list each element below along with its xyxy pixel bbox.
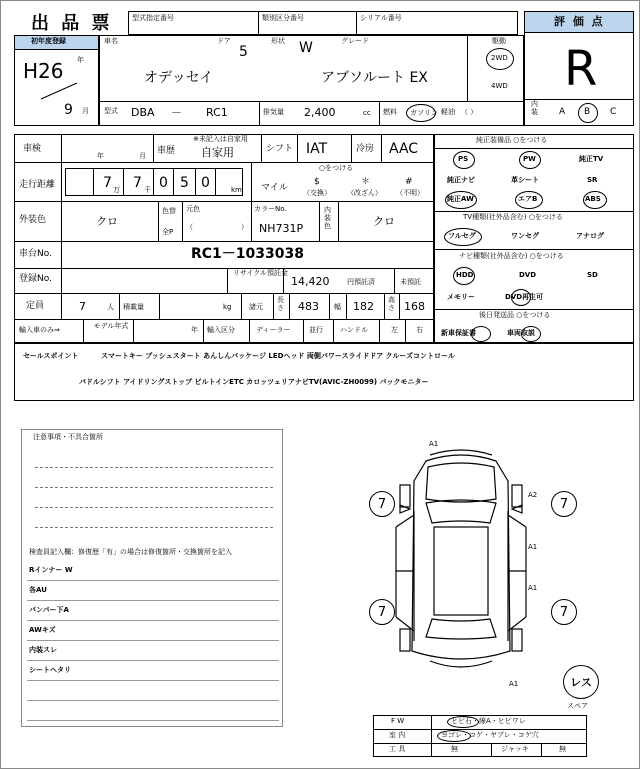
grade-value: R — [564, 41, 598, 97]
body-value: W — [299, 40, 313, 56]
fuel-label: 燃料 — [383, 108, 397, 116]
navi-title: ナビ種類(社外品含む) ○をつける — [459, 252, 564, 260]
notes-box — [21, 429, 283, 727]
equip-abs: ABS — [585, 195, 601, 203]
fuel-value: ガソリン — [410, 109, 438, 117]
notes-label: 注意事項・不具合箇所 — [33, 433, 103, 441]
mileage-digit-5: 5 — [180, 175, 189, 191]
equip-pw: PW — [523, 155, 536, 163]
load-kg: kg — [223, 303, 232, 311]
mod-symbol: ＊ — [361, 177, 371, 187]
body-label: 形状 — [271, 37, 285, 45]
ac-value: AAC — [389, 141, 419, 157]
recycle-unit: 円預託済 — [347, 278, 375, 286]
inspection-month: 月 — [139, 152, 146, 160]
int-color-value: クロ — [373, 215, 395, 228]
light-oil-paren: （ ） — [461, 108, 478, 116]
mileage-label: 走行距離 — [19, 180, 56, 190]
tire-rear-right: 7 — [551, 599, 577, 625]
light-oil-label: 軽油 — [441, 108, 455, 116]
equip-leather: 革シート — [511, 176, 539, 184]
capacity-unit: 人 — [107, 303, 114, 311]
first-reg-year: H26 — [23, 59, 64, 83]
color-no-value: NH731P — [259, 222, 304, 235]
drive-4wd: 4WD — [491, 82, 508, 90]
grade-name: アブソルート EX — [321, 70, 428, 86]
sales-line-1: スマートキー プッシュスタート あんしんパッケージ LEDヘッド 両側パワースライドドア クルーズコントロール — [101, 352, 455, 360]
tools-value: 無 — [451, 745, 458, 753]
ac-label: 冷房 — [356, 144, 375, 154]
grade-header: 評 価 点 — [554, 15, 605, 28]
tv-fullseg: フルセグ — [448, 232, 476, 240]
capacity-label: 定員 — [26, 301, 45, 311]
swap-label: （交換） — [303, 189, 331, 197]
equip-aw: 純正AW — [447, 195, 474, 203]
type-code: RC1 — [206, 106, 228, 119]
class-no-label: 類別区分番号 — [262, 14, 304, 22]
orig-color-label: 元色 — [186, 205, 200, 213]
model-year-label: モデル年式 — [93, 322, 129, 330]
len-value: 483 — [298, 300, 319, 313]
displacement-label: 排気量 — [263, 108, 284, 116]
sales-label: セールスポイント — [23, 352, 79, 360]
note-item-1: Rインナー W — [29, 566, 73, 574]
equip-ps: PS — [458, 155, 469, 163]
import-dealer: ディーラー — [256, 326, 291, 334]
tv-title: TV種類(社外品含む) ○をつける — [463, 213, 563, 221]
mark-a1-bottom: A1 — [509, 680, 519, 688]
drive-2wd: 2WD — [491, 54, 508, 62]
equip-title: 純正装備品 ○をつける — [476, 136, 548, 144]
interior-a: A — [559, 107, 566, 117]
history-value: 自家用 — [201, 146, 234, 159]
handle-label: ハンドル — [340, 326, 368, 334]
mileage-digit-4: 0 — [159, 175, 168, 191]
unknown-label: （不明） — [396, 189, 424, 197]
ext-color-label: 外装色 — [19, 215, 47, 225]
import-class-label: 輸入区分 — [207, 326, 235, 334]
first-reg-month-unit: 月 — [82, 107, 89, 115]
navi-memory: メモリー — [447, 293, 475, 301]
drive-label: 駆動 — [492, 37, 506, 45]
type-dash: － — [171, 106, 182, 119]
all-p-paren: （ — [186, 223, 193, 231]
equip-sr: SR — [587, 176, 598, 184]
chassis-label: 車台No. — [19, 249, 52, 259]
first-reg-month: 9 — [64, 102, 73, 118]
fw-label: F W — [391, 717, 405, 725]
mile-label: マイル — [261, 183, 288, 193]
import-parallel: 並行 — [309, 326, 323, 334]
orig-color-paren-end: ） — [241, 223, 248, 231]
load-label: 積載量 — [123, 303, 144, 311]
recycle-label-1: リサイクル預託金 — [233, 269, 289, 277]
model-year-unit: 年 — [191, 326, 198, 334]
equip-navi: 純正ナビ — [447, 176, 475, 184]
car-diagram — [386, 441, 536, 681]
grade-label: グレード — [341, 37, 369, 45]
first-reg-label: 初年度登録 — [31, 37, 66, 45]
history-label: 車歴 — [157, 146, 176, 156]
int-color-label: 内装色 — [324, 206, 331, 231]
tire-rear-left: 7 — [369, 599, 395, 625]
doors-value: 5 — [239, 44, 248, 60]
tv-analog: アナログ — [576, 232, 604, 240]
spare-circle: レス — [563, 665, 599, 699]
header-number-row — [128, 11, 518, 35]
interior-options: ヨゴレ・コゲ・ヤブレ・コゲ穴 — [441, 731, 539, 739]
mark-a1-top: A1 — [429, 440, 439, 448]
note-item-5: 内装スレ — [29, 646, 57, 654]
interior-row-label: 室 内 — [389, 731, 406, 739]
serial-no-label: シリアル番号 — [360, 14, 402, 22]
len-label: 長さ — [277, 296, 284, 312]
interior-b: B — [584, 107, 591, 117]
mileage-digit-2: 7 — [103, 175, 112, 191]
handle-left: 左 — [391, 326, 398, 334]
unknown-symbol: # — [405, 177, 413, 187]
tire-front-left: 7 — [369, 491, 395, 517]
docs-manual: 車両取説 — [507, 329, 535, 337]
history-note: ※未記入は自家用 — [193, 135, 248, 143]
jack-label: ジャッキ — [501, 745, 529, 753]
interior-label: 内装 — [531, 100, 538, 116]
doors-label: ドア — [217, 37, 231, 45]
width-label: 幅 — [334, 303, 341, 311]
docs-title: 後日発送品 ○をつける — [479, 311, 551, 319]
type-label: 型式 — [104, 107, 118, 115]
recycle-none: 未預託 — [400, 278, 421, 286]
mileage-km: km — [231, 186, 242, 194]
navi-hdd: HDD — [456, 271, 474, 279]
handle-right: 右 — [416, 326, 423, 334]
capacity-value: 7 — [79, 300, 86, 313]
mileage-man: 万 — [113, 186, 120, 194]
swap-symbol: $ — [314, 177, 320, 187]
ext-color-value: クロ — [96, 215, 118, 228]
fw-options: ヒビ石・線A・ヒビワレ — [451, 717, 526, 725]
tire-front-right: 7 — [551, 491, 577, 517]
sales-line-2: パドルシフト アイドリングストップ ビルトインETC カロッツェリアナビTV(AVIC-ZH0099) バックモニター — [79, 378, 429, 386]
interior-c: C — [610, 107, 617, 117]
sheet-title: 出 品 票 — [31, 13, 113, 34]
navi-dvd: DVD — [519, 271, 537, 279]
shift-value: IAT — [306, 141, 328, 157]
mileage-sen: 千 — [144, 186, 151, 194]
mod-label: （改ざん） — [347, 189, 382, 197]
first-reg-year-unit: 年 — [77, 56, 84, 64]
recycle-amount: 14,420 — [291, 275, 330, 288]
mileage-digit-6: 0 — [201, 175, 210, 191]
mark-a1-side2: A1 — [528, 584, 538, 592]
color-change-label: 色替 — [162, 207, 176, 215]
import-label: 輸入車のみ⇒ — [19, 326, 60, 334]
color-no-label: カラーNo. — [254, 205, 287, 213]
car-name: オデッセイ — [144, 70, 214, 86]
height-label: 高さ — [388, 296, 395, 312]
mileage-digits — [65, 168, 243, 196]
mileage-digit-3: 7 — [133, 175, 142, 191]
inspection-label: 車検 — [23, 144, 42, 154]
navi-sd: SD — [587, 271, 598, 279]
dims-label: 諸元 — [249, 303, 263, 311]
note-item-6: シートヘタリ — [29, 666, 71, 674]
mark-a1-side1: A1 — [528, 543, 538, 551]
navi-dvd-play: DVD再生可 — [505, 293, 544, 301]
inspector-label: 検査員記入欄：修復歴「有」の場合は修復箇所・交換箇所を記入 — [29, 548, 232, 556]
height-value: 168 — [404, 300, 425, 313]
reg-no-label: 登録No. — [19, 274, 52, 284]
displacement-unit: cc — [363, 109, 371, 117]
car-name-label: 車名 — [104, 37, 118, 45]
chassis-value: RC1－1033038 — [191, 246, 304, 262]
width-value: 182 — [353, 300, 374, 313]
note-item-3: バンパー下A — [29, 606, 69, 614]
spare-label: スペア — [567, 702, 588, 710]
mileage-maru-note: ○をつける — [319, 164, 354, 172]
docs-warranty: 新車保証書 — [441, 329, 476, 337]
tools-label: 工 具 — [389, 745, 406, 753]
all-p-label: 全P — [162, 228, 174, 236]
shift-label: シフト — [266, 144, 294, 154]
model-no-label: 型式指定番号 — [132, 14, 174, 22]
displacement-value: 2,400 — [304, 106, 336, 119]
equip-airbag: エアB — [518, 195, 538, 203]
equip-tv: 純正TV — [579, 155, 604, 163]
tv-oneseg: ワンセグ — [511, 232, 539, 240]
note-item-4: AWキズ — [29, 626, 56, 634]
note-item-2: 各AU — [29, 586, 47, 594]
type-prefix: DBA — [131, 106, 155, 119]
jack-value: 無 — [559, 745, 566, 753]
mark-a2: A2 — [528, 491, 538, 499]
inspection-year: 年 — [97, 152, 104, 160]
